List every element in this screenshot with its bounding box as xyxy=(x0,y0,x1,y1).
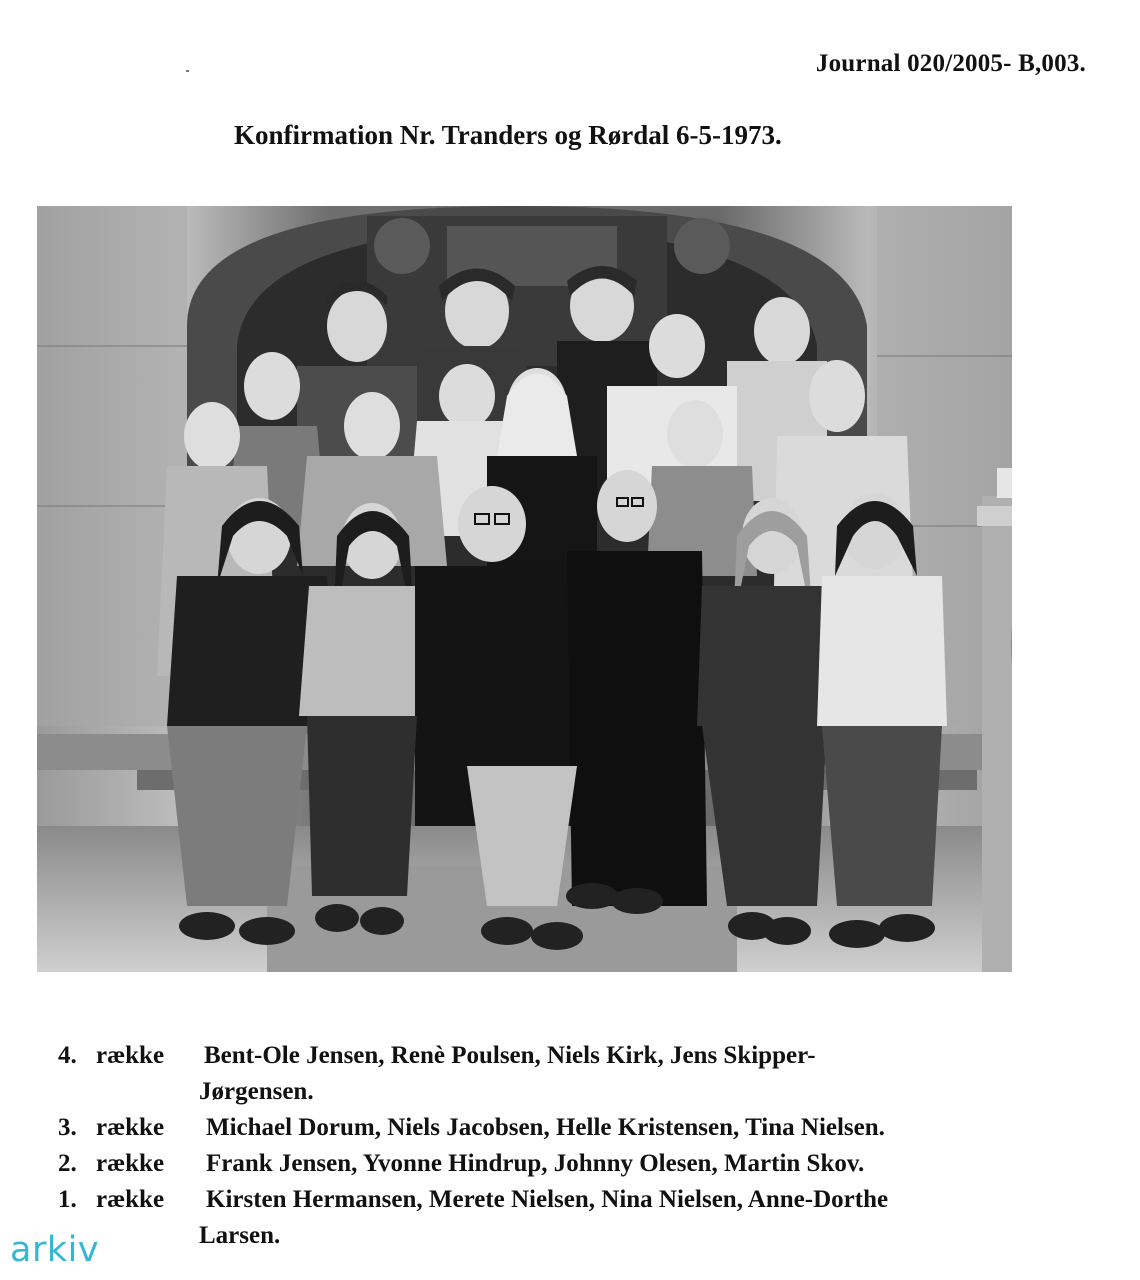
row-number: 4. xyxy=(58,1042,77,1069)
row-number: 3. xyxy=(58,1114,77,1141)
row-names-continuation: Jørgensen. xyxy=(199,1078,314,1105)
row-number: 2. xyxy=(58,1150,77,1177)
row-label: række xyxy=(96,1186,165,1213)
row-number: 1. xyxy=(58,1186,77,1213)
caption-list xyxy=(58,1042,1118,1258)
row-names-continuation: Larsen. xyxy=(199,1222,281,1249)
group-photo xyxy=(37,206,1012,972)
group-photo-icon xyxy=(37,206,1012,972)
row-names: Kirsten Hermansen, Merete Nielsen, Nina Nielsen, Anne-Dorthe xyxy=(206,1186,889,1213)
row-names: Michael Dorum, Niels Jacobsen, Helle Kristensen, Tina Nielsen. xyxy=(206,1114,885,1141)
row-label: række xyxy=(96,1150,165,1177)
arkiv-watermark: arkiv xyxy=(10,1230,100,1270)
row-names: Bent-Ole Jensen, Renè Poulsen, Niels Kirk, Jens Skipper- xyxy=(204,1042,816,1069)
journal-number: Journal 020/2005- B,003. xyxy=(815,50,1086,77)
caption-row-3 xyxy=(58,1114,1118,1150)
caption-row-1 xyxy=(58,1186,1118,1222)
caption-row-4 xyxy=(58,1042,1118,1078)
row-label: række xyxy=(96,1114,165,1141)
page-title: Konfirmation Nr. Tranders og Rørdal 6-5-1973. xyxy=(234,120,782,150)
caption-row-2 xyxy=(58,1150,1118,1186)
row-label: række xyxy=(96,1042,165,1069)
speck xyxy=(186,70,189,72)
row-names: Frank Jensen, Yvonne Hindrup, Johnny Olesen, Martin Skov. xyxy=(206,1150,865,1177)
